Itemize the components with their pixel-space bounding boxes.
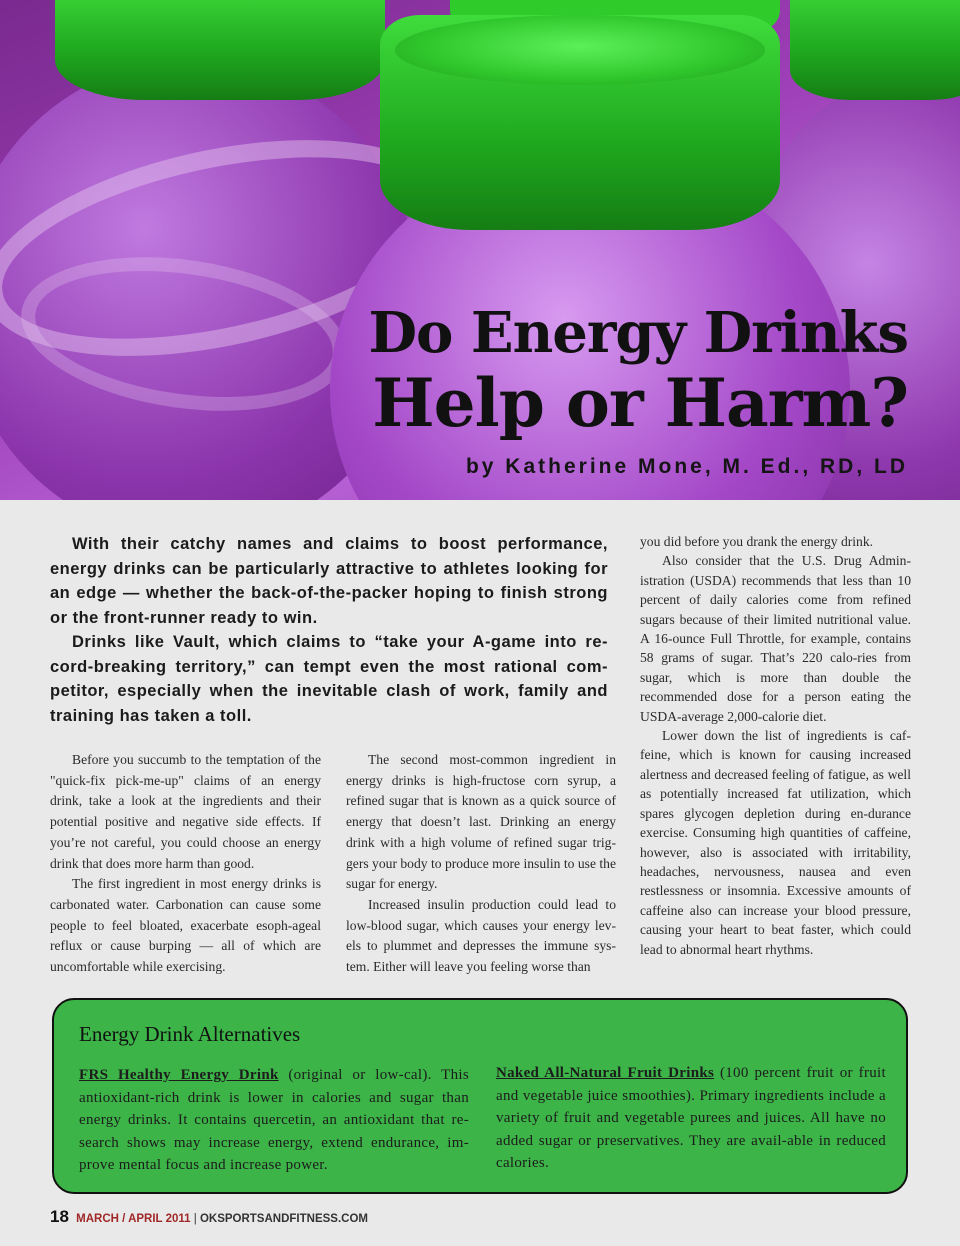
body-paragraph: Lower down the list of ingredients is caf-feine, which is known for causing increased alertness and decreased feeling of fatigue, as well as potentially increased fat utilization, which spares glycogen depletion during en-durance exercise. Consuming high quantities of caffeine, however, also is associated with irritability, headaches, nervousness, nausea and even restlessness or insomnia. Excessive amounts of caffeine also can increase your blood pressure, causing your heart to beat faster, which could lead to abnormal heart rhythms. (640, 728, 911, 957)
byline: by Katherine Mone, M. Ed., RD, LD (465, 455, 908, 478)
headline-line2: Help or Harm? (372, 364, 908, 442)
headline-line1: Do Energy Drinks (368, 300, 908, 366)
body-paragraph: The first ingredient in most energy drinks is carbonated water. Carbonation can cause some people to feel bloated, exacerbate esoph-ageal reflux or cause burping — all of which are uncomfortable while exercising. (50, 876, 321, 975)
lead-paragraph: Drinks like Vault, which claims to “take your A-game into re-cord-breaking territory,” can tempt even the most rational com-petitor, especially when the inevitable clash of work, family and training has taken a toll. (50, 633, 608, 725)
cap-left (55, 0, 385, 100)
hero-photo (0, 0, 960, 500)
sidebar-item-frs (79, 1064, 469, 1177)
product-name: Naked All-Natural Fruit Drinks (496, 1065, 715, 1081)
body-paragraph: Before you succumb to the temptation of the "quick-fix pick-me-up" claims of an energy drink, take a look at the ingredients and their potential positive and negative side effects. If you’re not careful, you could choose an energy drink that does more harm than good. (50, 752, 321, 871)
body-paragraph: you did before you drank the energy drink. (640, 534, 874, 549)
lead-paragraphs (50, 532, 608, 728)
footer-separator: | (193, 1213, 197, 1225)
product-name: FRS Healthy Energy Drink (79, 1067, 279, 1083)
body-column-2 (346, 750, 616, 978)
page-number: 18 (50, 1207, 69, 1226)
alternatives-sidebar (52, 998, 908, 1194)
body-paragraph: Also consider that the U.S. Drug Admin-istration (USDA) recommends that less than 10 percent of daily calories come from refined sugars because of their limited nutritional value. A 16-ounce Full Throttle, for example, contains 58 grams of sugar. That’s 220 calo-ries from sugar, which is more than double the recommended dose for a person eating the USDA-average 2,000-calorie diet. (640, 553, 911, 724)
product-description: (100 percent fruit or fruit and vegetable juice smoothies). Primary ingredients include a variety of fruit and vegetable purees and juices. All have no added sugar or preservatives. They are avail-able in reduced calories. (496, 1065, 886, 1171)
body-paragraph: The second most-common ingredient in energy drinks is high-fructose corn syrup, a refined sugar that is known as a quick source of energy that doesn’t last. Drinking an energy drink with a high volume of refined sugar trig-gers your body to produce more insulin to use the sugar for energy. (346, 752, 616, 892)
cap-right (790, 0, 960, 100)
sidebar-item-naked (496, 1062, 886, 1175)
lead-paragraph: With their catchy names and claims to boost performance, energy drinks can be particularly attractive to athletes looking for an edge — whether the back-of-the-packer hoping to finish strong or the front-runner ready to win. (50, 535, 608, 627)
cap-center-top (395, 15, 765, 85)
body-column-1 (50, 750, 321, 978)
sidebar-title: Energy Drink Alternatives (79, 1022, 301, 1046)
body-column-3 (640, 532, 911, 959)
body-paragraph: Increased insulin production could lead to low-blood sugar, which causes your energy lev-els to plummet and depresses the immune sys-tem. Either will leave you feeling worse than (346, 896, 616, 975)
product-description: (original or low-cal). This antioxidant-rich drink is lower in calories and sugar than energy drinks. It contains quercetin, an antioxidant that re-search shows may increase energy, extend endurance, im-prove mental focus and increase power. (79, 1067, 469, 1173)
website-link: OKSPORTSANDFITNESS.COM (199, 1213, 368, 1225)
page-footer (50, 1207, 368, 1227)
issue-date: MARCH / APRIL 2011 (76, 1213, 191, 1225)
